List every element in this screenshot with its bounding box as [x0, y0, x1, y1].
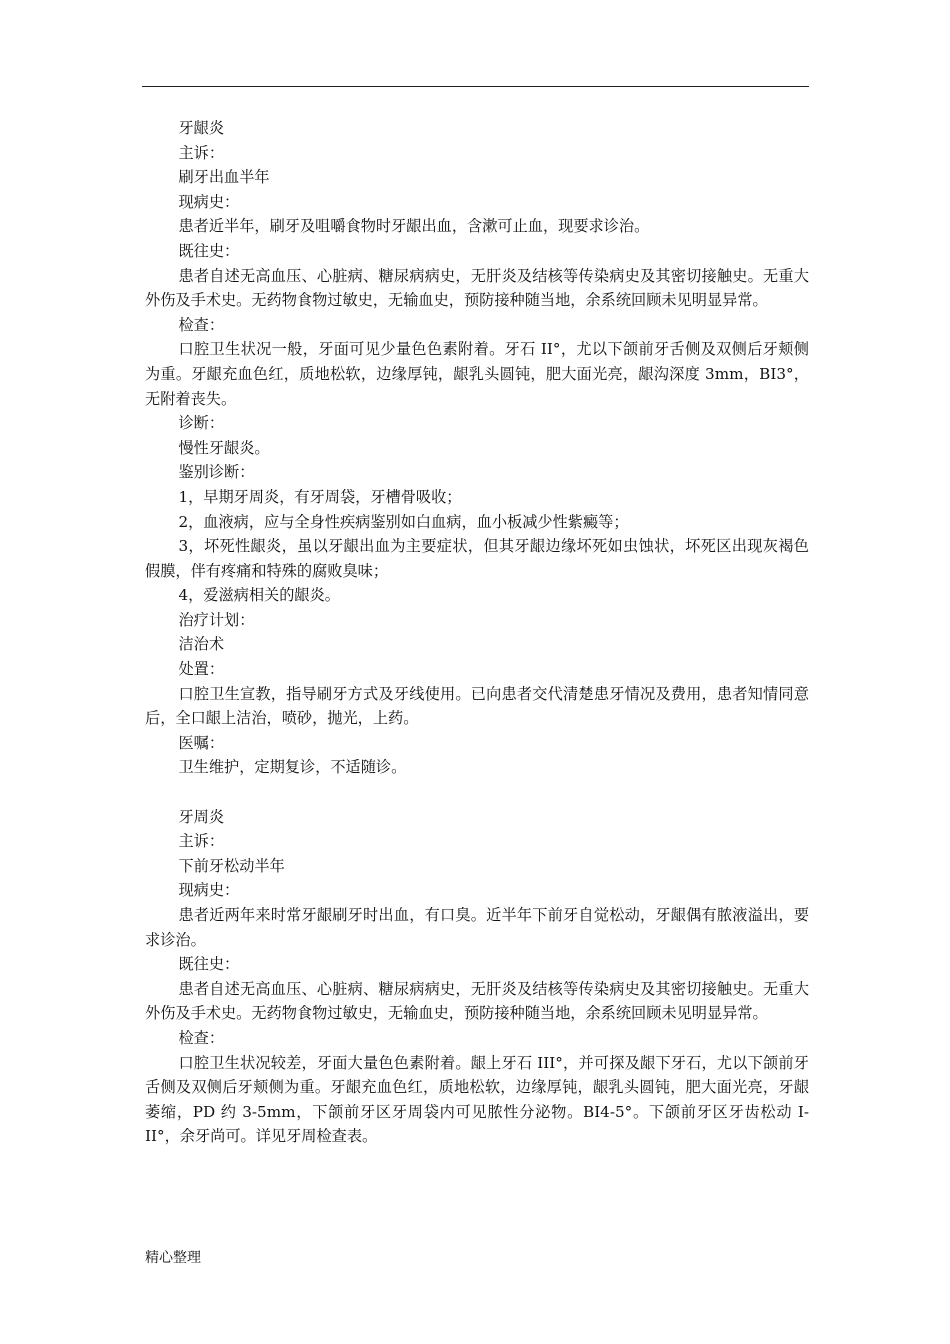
case1-diag-label: 诊断：: [178, 414, 224, 433]
case1-exam-label: 检查：: [178, 315, 224, 334]
case1-present-label: 现病史：: [178, 192, 240, 211]
case1-exam: 口腔卫生状况一般，牙面可见少量色色素附着。牙石 II°，尤以下颌前牙舌侧及双侧后牙颊侧为重。牙龈充血色红，质地松软，边缘厚钝，龈乳头圆钝，肥大面光亮，龈沟深度 3mm，BI3°，无附着丧失。: [145, 340, 809, 408]
case2-present-label: 现病史：: [178, 881, 240, 900]
case2-complaint-label: 主诉：: [178, 832, 224, 851]
case2-title: 牙周炎: [178, 807, 224, 826]
case1-advice: 卫生维护，定期复诊，不适随诊。: [178, 758, 407, 777]
case2-present: 患者近两年来时常牙龈刷牙时出血，有口臭。近半年下前牙自觉松动，牙龈偶有脓液溢出，要求诊治。: [145, 906, 809, 949]
case2-exam-label: 检查：: [178, 1028, 224, 1047]
case1-diff-item-1: 1，早期牙周炎，有牙周袋，牙槽骨吸收；: [178, 487, 462, 506]
case1-diff-item-3: 3，坏死性龈炎，虽以牙龈出血为主要症状，但其牙龈边缘坏死如虫蚀状，坏死区出现灰褐色假膜，伴有疼痛和特殊的腐败臭味；: [145, 537, 809, 580]
case1-treat: 口腔卫生宣教，指导刷牙方式及牙线使用。已向患者交代清楚患牙情况及费用，患者知情同意后，全口龈上洁治，喷砂，抛光，上药。: [145, 684, 809, 728]
case2-past: 患者自述无高血压、心脏病、糖尿病病史，无肝炎及结核等传染病史及其密切接触史。无重大外伤及手术史。无药物食物过敏史，无输血史，预防接种随当地，余系统回顾未见明显异常。: [145, 979, 809, 1023]
case1-advice-label: 医嘱：: [178, 733, 224, 752]
case1-diff-item-4: 4，爱滋病相关的龈炎。: [178, 586, 340, 605]
case1-diag: 慢性牙龈炎。: [178, 438, 270, 457]
page-footer: 精心整理: [145, 1250, 201, 1266]
case2-past-label: 既往史：: [178, 955, 240, 974]
case1-past: 患者自述无高血压、心脏病、糖尿病病史，无肝炎及结核等传染病史及其密切接触史。无重大外伤及手术史。无药物食物过敏史，无输血史，预防接种随当地，余系统回顾未见明显异常。: [145, 266, 809, 310]
header-rule: [142, 86, 809, 87]
case1-plan: 洁治术: [178, 635, 224, 654]
case1-present: 患者近半年，刷牙及咀嚼食物时牙龈出血，含漱可止血，现要求诊治。: [178, 217, 650, 236]
case1-complaint: 刷牙出血半年: [178, 168, 270, 187]
case1-diff-label: 鉴别诊断：: [178, 463, 255, 482]
case2-complaint: 下前牙松动半年: [178, 856, 285, 875]
case1-plan-label: 治疗计划：: [178, 610, 255, 629]
document-body: [145, 116, 809, 1149]
case1-complaint-label: 主诉：: [178, 143, 224, 162]
section-gap: [145, 780, 809, 805]
case1-diff-item-2: 2，血液病，应与全身性疾病鉴别如白血病，血小板减少性紫癜等；: [178, 512, 629, 531]
case1-past-label: 既往史：: [178, 241, 240, 260]
case2-exam: 口腔卫生状况较差，牙面大量色色素附着。龈上牙石 III°，并可探及龈下牙石，尤以下颌前牙舌侧及双侧后牙颊侧为重。牙龈充血色红，质地松软，边缘厚钝，龈乳头圆钝，肥大面光亮，牙龈萎缩，PD 约 3-5mm，下颌前牙区牙周袋内可见脓性分泌物。BI4-5°。下颌前牙区牙齿松动 I-II°，余牙尚可。详见牙周检查表。: [145, 1053, 809, 1146]
case1-treat-label: 处置：: [178, 660, 224, 679]
case1-title: 牙龈炎: [178, 119, 224, 137]
